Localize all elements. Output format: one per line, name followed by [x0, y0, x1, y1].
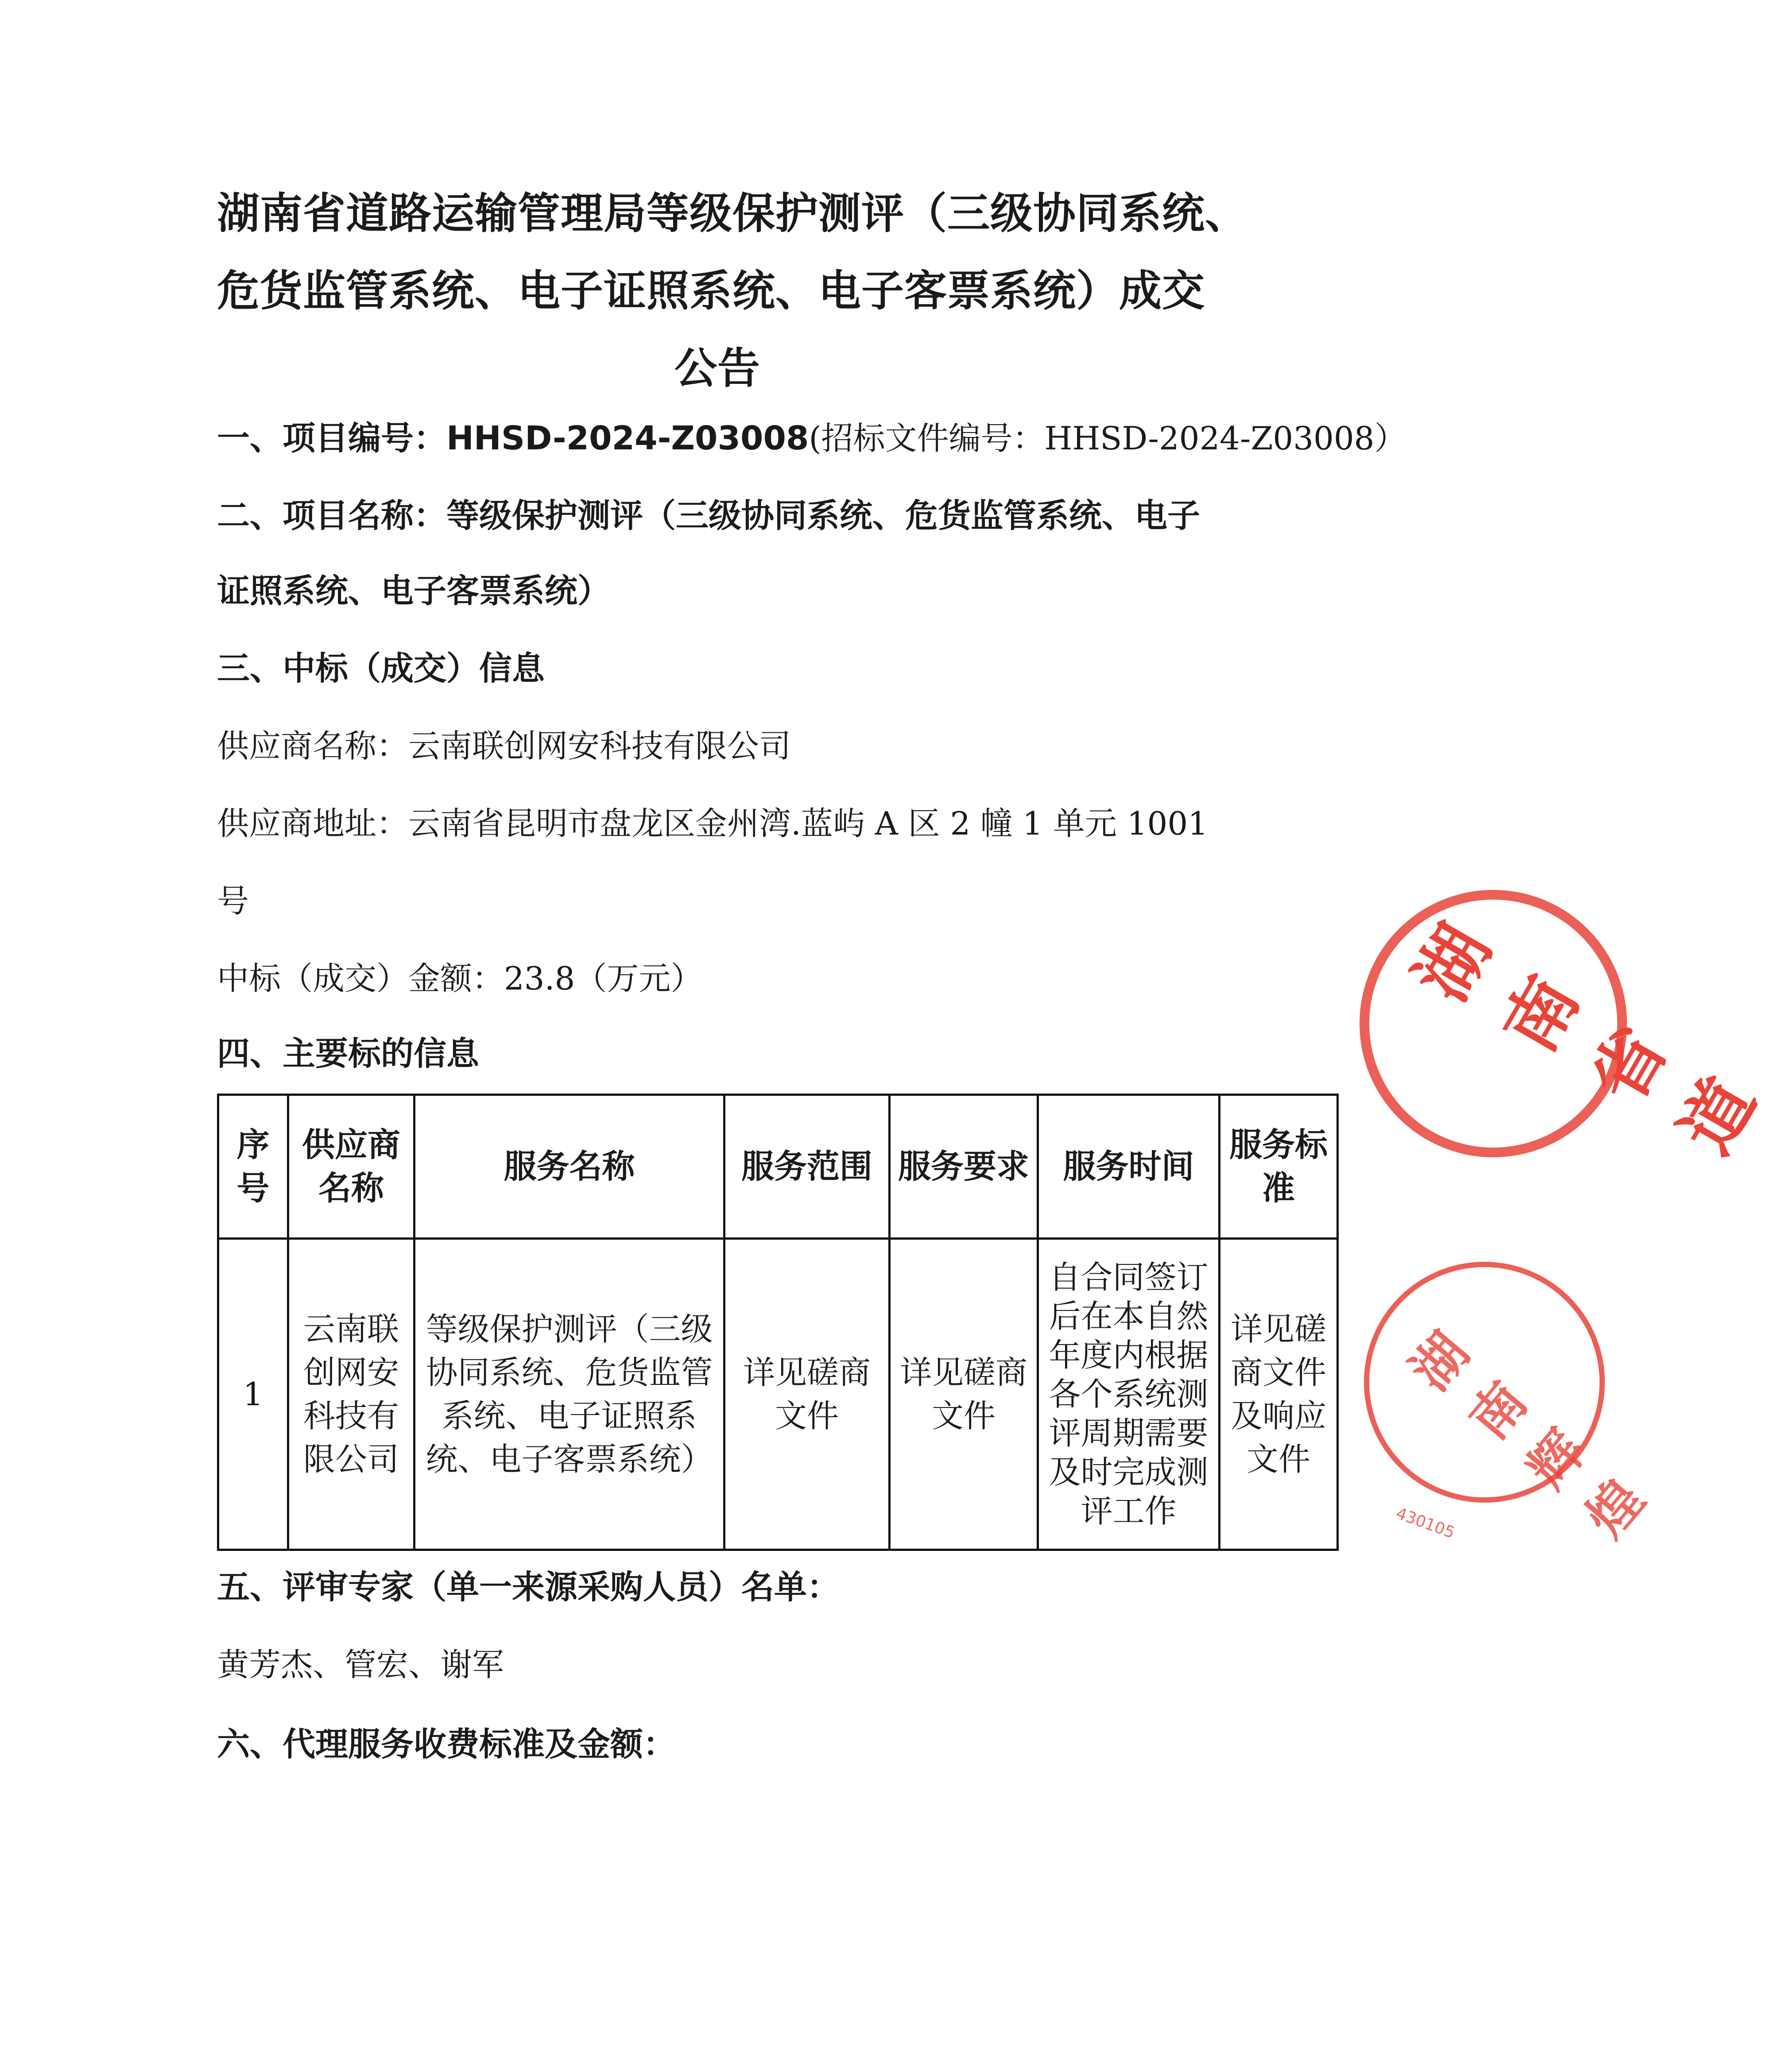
- seal-1-text: 湖南省道: [1399, 911, 1771, 1167]
- header-cell: 服务要求: [890, 1095, 1038, 1239]
- project-number-label: 一、项目编号：: [217, 419, 446, 457]
- seal-2-text: 湖南辉煌: [1399, 1322, 1656, 1549]
- review-experts-heading: 五、评审专家（单一来源采购人员）名单：: [217, 1568, 840, 1606]
- header-cell: 序号: [218, 1095, 288, 1239]
- cell-standard: 详见磋商文件及响应文件: [1220, 1239, 1338, 1550]
- title-line-3: 公告: [674, 344, 760, 393]
- seal-2-number: 430105: [1394, 1504, 1457, 1542]
- table-header-row: [218, 1095, 1338, 1239]
- header-cell: 服务名称: [414, 1095, 724, 1239]
- cell-scope: 详见磋商文件: [724, 1239, 890, 1550]
- header-cell: 服务标准: [1220, 1095, 1338, 1239]
- subject-info-heading: 四、主要标的信息: [217, 1035, 479, 1073]
- agency-fee-heading: 六、代理服务收费标准及金额：: [217, 1725, 676, 1763]
- cell-supplier: 云南联创网安科技有限公司: [288, 1239, 414, 1550]
- cell-requirement: 详见磋商文件: [890, 1239, 1038, 1550]
- supplier-name: 供应商名称：云南联创网安科技有限公司: [217, 727, 791, 765]
- tender-file-number: (招标文件编号：HHSD-2024-Z03008）: [809, 420, 1406, 457]
- award-amount: 中标（成交）金额：23.8（万元）: [217, 960, 703, 997]
- award-info-heading: 三、中标（成交）信息: [217, 649, 545, 688]
- header-cell: 服务范围: [724, 1095, 890, 1239]
- project-number-line: [217, 416, 1406, 460]
- document-title: [217, 175, 1289, 407]
- project-number-code: HHSD-2024-Z03008: [446, 419, 809, 457]
- table-row: [218, 1239, 1338, 1550]
- project-name-line-2: 证照系统、电子客票系统）: [217, 572, 610, 610]
- subject-info-table: [217, 1094, 1339, 1551]
- project-name-line-1: 二、项目名称：等级保护测评（三级协同系统、危货监管系统、电子: [217, 497, 1200, 535]
- cell-no: 1: [218, 1239, 288, 1550]
- title-line-2: 危货监管系统、电子证照系统、电子客票系统）成交: [217, 266, 1205, 316]
- header-cell: 供应商名称: [288, 1095, 414, 1239]
- cell-time: 自合同签订后在本自然年度内根据各个系统测评周期需要及时完成测评工作: [1038, 1239, 1220, 1550]
- review-experts-names: 黄芳杰、管宏、谢军: [217, 1646, 504, 1683]
- supplier-address-line-1: 供应商地址：云南省昆明市盘龙区金州湾.蓝屿 A 区 2 幢 1 单元 1001: [217, 805, 1208, 842]
- supplier-address-line-2: 号: [217, 882, 249, 920]
- header-cell: 服务时间: [1038, 1095, 1220, 1239]
- cell-service-name: 等级保护测评（三级协同系统、危货监管系统、电子证照系统、电子客票系统）: [414, 1239, 724, 1550]
- title-line-1: 湖南省道路运输管理局等级保护测评（三级协同系统、: [217, 189, 1248, 238]
